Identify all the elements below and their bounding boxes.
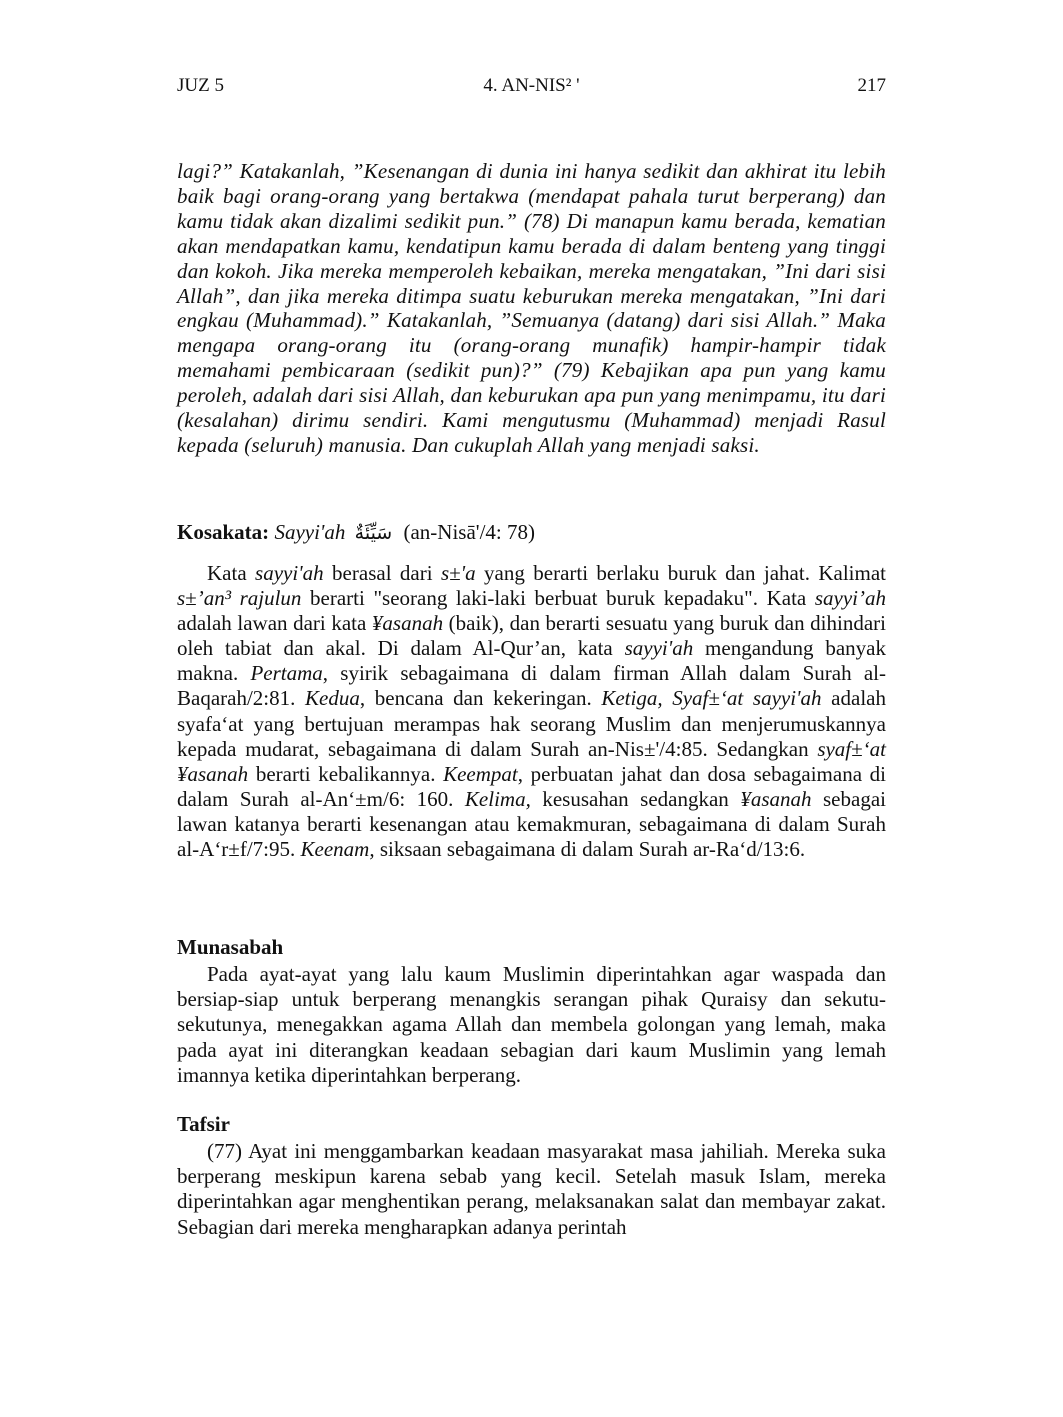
text-run: , perbuatan jahat dan dosa sebagaimana di dalam Surah al-An‘±m/6: 160. [177,761,886,811]
munasabah-body: Pada ayat-ayat yang lalu kaum Muslimin diperintahkan agar waspada dan bersiap-siap untuk berperang menangkis serangan pihak Quraisy dan sekutu-sekutunya, menegakkan agama Allah dan membela golongan yang lemah, maka pada ayat ini diterangkan keadaan sebagian dari kaum Muslimin yang lemah imannya ketika diperintahkan berperang. [177,962,886,1087]
italic-term: Ketiga, Syaf±‘at sayyi'ah [601,686,822,711]
text-run: berasal dari [323,561,441,585]
kosakata-label: Kosakata: [177,520,270,544]
page [177,0,886,1417]
italic-term: sayyi'ah [624,636,694,661]
tafsir-text: (77) Ayat ini menggambarkan keadaan masyarakat masa jahiliah. Mereka suka berperang meskipun karena sebab yang kecil. Setelah masuk Islam, mereka diperintahkan agar menghentikan perang, melaksanakan salat dan membayar zakat. Sebagian dari mereka mengharapkan adanya perintah [177,1139,886,1239]
text-run: berarti "seorang laki-laki berbuat buruk kepadaku". Kata [301,586,815,611]
italic-term: ¥asanah [371,611,444,636]
text-run: yang berarti berlaku buruk dan jahat. Kalimat [475,561,886,585]
munasabah-heading: Munasabah [177,935,284,959]
arabic-term: سَيِّئَةٌ [354,522,393,544]
surah-title: 4. AN-NIS² ' [483,75,580,96]
text-run: Kata [207,561,256,585]
italic-term: Keenam, [300,837,375,862]
italic-term: s±'a [440,561,476,585]
text-run: siksaan sebagaimana di dalam Surah ar-Ra‘d/13:6. [374,837,806,862]
italic-term: Kedua [305,686,360,711]
text-run: , bencana dan kekeringan. [359,686,602,711]
kosakata-heading [177,517,886,548]
italic-term: sayyi'ah [255,561,324,585]
kosakata-term: Sayyi'ah [274,520,346,544]
text-run: , syirik sebagaimana di dalam firman Allah dalam Surah al-Baqarah/2:81. [177,661,886,711]
kosakata-reference: (an-Nisā'/4: 78) [403,520,535,544]
italic-term: sayyi’ah [814,586,886,611]
juz-label: JUZ 5 [177,75,224,96]
italic-term: ¥asanah [740,786,812,811]
italic-term: s±’an³ rajulun [177,586,302,611]
text-run: mengandung banyak makna. [177,636,886,686]
tafsir-heading: Tafsir [177,1112,230,1136]
text-run: (baik), dan berarti sesuatu yang buruk dan dihindari oleh tabiat dan akal. Di dalam Al-Qur’an, kata [177,611,886,661]
kosakata-body [177,561,886,862]
running-header [177,74,886,98]
text-run: kesusahan sedangkan [530,786,741,811]
text-run: adalah lawan dari kata [177,611,372,636]
verse-translation: lagi?” Katakanlah, ”Kesenangan di dunia ini hanya sedikit dan akhirat itu lebih baik bagi orang-orang yang bertakwa (mendapat pahala turut berperang) dan kamu tidak akan dizalimi sedikit pun.” (78) Di manapun kamu berada, kematian akan mendapatkan kamu, kendatipun kamu berada di dalam benteng yang tinggi dan kokoh. Jika mereka memperoleh kebaikan, mereka mengatakan, ”Ini dari sisi Allah”, dan jika mereka ditimpa suatu keburukan mereka mengatakan, ”Ini dari engkau (Muhammad).” Katakanlah, ”Semuanya (datang) dari sisi Allah.” Maka mengapa orang-orang itu (orang-orang munafik) hampir-hampir tidak memahami pembicaraan (sedikit pun)?” (79) Kebajikan apa pun yang kamu peroleh, adalah dari sisi Allah, dan keburukan apa pun yang menimpamu, itu dari (kesalahan) dirimu sendiri. Kami mengutusmu (Muhammad) menjadi Rasul kepada (seluruh) manusia. Dan cukuplah Allah yang menjadi saksi. [177,159,886,457]
italic-term: syaf±‘at ¥asanah [177,736,886,786]
italic-term: Pertama [250,661,323,686]
italic-term: Kelima, [464,786,531,811]
tafsir-body [177,1139,886,1240]
text-run: berarti kebalikannya. [248,761,444,786]
page-number: 217 [857,75,886,96]
text-run: sebagai lawan katanya berarti kesenangan atau kemakmuran, sebagaimana di dalam Surah al-A‘r±f/7:95. [177,786,886,862]
italic-term: Keempat [443,761,518,786]
text-run: adalah syafa‘at yang bertujuan merampas hak seorang Muslim dan menjerumuskannya kepada mudarat, sebagaimana di dalam Surah an-Nis±'/4:85. Sedangkan [177,686,886,761]
